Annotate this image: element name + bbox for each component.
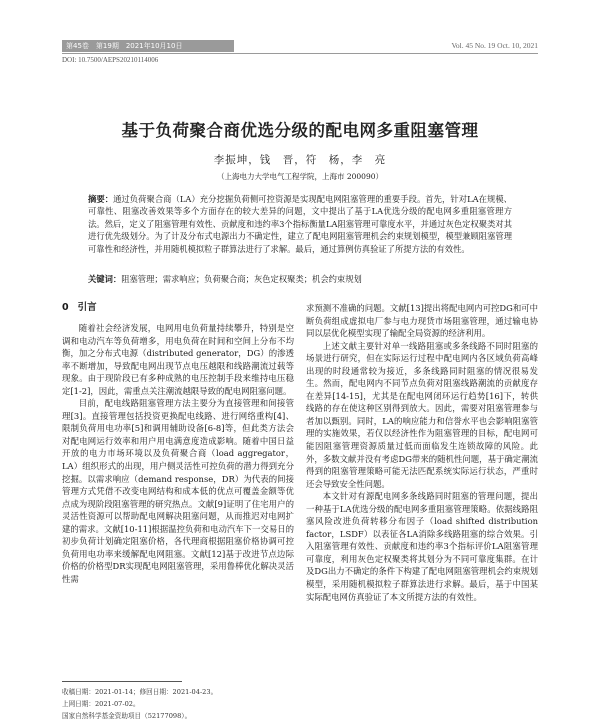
- paper-title: 基于负荷聚合商优选分级的配电网多重阻塞管理: [121, 121, 479, 140]
- paragraph: 本文针对有源配电网多条线路同时阻塞的管理问题，提出一种基于LA优选分级的配电网多重阻塞管理策略。依据线路阻塞风险改进负荷转移分布因子（load shifted distribution factor，LSDF）以表征各LA消除多线路阻塞的综合效果。引入阻塞管理有效性、贡献度和违约率3个指标评价LA阻塞管理可靠度，利用灰色定权聚类将其划分为不同可靠度集群。在计及DG出力不确定的条件下构建了配电网阻塞管理机会约束规划模型，采用随机模拟粒子群算法进行求解。最后，基于中国某实际配电网仿真验证了本文所提方法的有效性。: [306, 491, 538, 602]
- doi-line: DOI: 10.7500/AEPS20210114006: [62, 56, 159, 64]
- abstract-block: [88, 193, 512, 255]
- left-column: [62, 302, 294, 585]
- journal-issue-english: Vol. 45 No. 19 Oct. 10, 2021: [451, 41, 538, 50]
- paragraph: 随着社会经济发展，电网用电负荷量持续攀升，特别是空调和电动汽车等负荷增多，用电负荷在时间和空间上分布不均衡，加之分布式电源（distributed generator，DG）的渗透率不断增加，导致配电网出现节点电压越限和线路潮流过载等现象。由于现阶段已有多种成熟的电压控制手段来维持电压稳定[1-2]，因此，需重点关注潮流越限导致的配电网阻塞问题。: [62, 323, 294, 396]
- paragraph: 求预测不准确的问题。文献[13]提出将配电网内可控DG和可中断负荷组成虚拟电厂参与电力现货市场阻塞管理，通过输电协同以层优化模型实现了输配全局资源的经济利用。: [306, 303, 538, 339]
- section-heading: [62, 302, 294, 314]
- journal-issue-banner: 第45卷 第19期 2021年10月10日: [62, 40, 234, 52]
- author-list: 李振坤，钱 晋，符 杨，李 亮: [213, 154, 387, 166]
- header-rule: [62, 53, 538, 54]
- keywords-block: [88, 273, 512, 285]
- footnote-received: 收稿日期：2021-01-14；修回日期：2021-04-23。: [62, 688, 218, 696]
- section-number: 0: [62, 302, 69, 313]
- right-column: [306, 302, 538, 603]
- keywords-label: 关键词：: [88, 274, 122, 284]
- abstract-label: 摘要：: [88, 194, 114, 204]
- paragraph: 目前，配电线路阻塞管理方法主要分为直接管理和间接管理[3]。直接管理包括投资更换配电线路、进行网络重构[4]、限制负荷用电功率[5]和调用辅助设备[6-8]等，但此类方法会对配电网运行效率和用户用电满意度造成影响。随着中国日益开放的电力市场环境以及负荷聚合商（load aggregator，LA）组织形式的出现，用户侧灵活性可控负荷的潜力得到充分挖掘。以需求响应（demand response，DR）为代表的间接管理方式凭借不改变电网结构和成本低的优点可覆盖金额等优点成为现阶段阻塞管理的研究热点。文献[9]证明了住宅用户的灵活性资源可以帮助配电网解决阻塞问题，从而推迟对电网扩建的需求。文献[10-11]根据温控负荷和电动汽车下一交易日的初步负荷计划确定阻塞价格，各代理商根据阻塞价格协调可控负荷用电功率来缓解配电网阻塞。文献[12]基于改进节点边际价格的价格型DR实现配电网阻塞管理，采用鲁棒优化解决灵活性需: [62, 398, 294, 584]
- footnotes: [62, 686, 217, 722]
- paragraph: 上述文献主要针对单一线路阻塞或多条线路不同时阻塞的场景进行研究，但在实际运行过程中配电网内各区域负荷高峰出现的时段通常较为接近，多条线路同时阻塞的情况很易发生。然而，配电网内不同节点负荷对阻塞线路潮流的贡献度存在差异[14-15]，尤其是在配电网闭环运行趋势[16]下，转供线路的存在使这种区别得到放大。因此，需要对阻塞管理参与者加以甄别。同时，LA的响应能力和信誉水平也会影响阻塞管理的实施效果，若仅以经济性作为阻塞管理的目标，配电网可能因阻塞管理资源质量过低而面临发生连锁故障的风险。此外，多数文献并没有考虑DG带来的随机性问题，基于确定潮流得到的阻塞管理策略可能无法匹配系统实际运行状态，严重时还会导致安全性问题。: [306, 340, 538, 489]
- footnote-funding: 国家自然科学基金资助项目（52177098）。: [62, 712, 192, 720]
- footnote-online: 上网日期：2021-07-02。: [62, 700, 140, 708]
- keywords-text: 阻塞管理；需求响应；负荷聚合商；灰色定权聚类；机会约束规划: [121, 274, 362, 284]
- section-title: 引言: [77, 302, 97, 313]
- affiliation: （上海电力大学电气工程学院，上海市 200090）: [216, 172, 383, 181]
- footnote-rule: [62, 681, 182, 682]
- abstract-text: 通过负荷聚合商（LA）充分挖掘负荷侧可控资源是实现配电网阻塞管理的重要手段。首先，针对LA在规模、可靠性、阻塞改善效果等多个方面存在的较大差异的问题，文中提出了基于LA优选分级的配电网多重阻塞管理方法。然后，定义了阻塞管理有效性、贡献度和违约率3个指标衡量LA阻塞管理可靠度水平，并通过灰色定权聚类对其进行优先级划分。为了计及分布式电源出力不确定性，建立了配电网阻塞管理机会约束规划模型，模型兼顾阻塞管理可靠性和经济性，并用随机模拟粒子群算法进行了求解。最后，通过算例仿真验证了所提方法的有效性。: [88, 194, 512, 254]
